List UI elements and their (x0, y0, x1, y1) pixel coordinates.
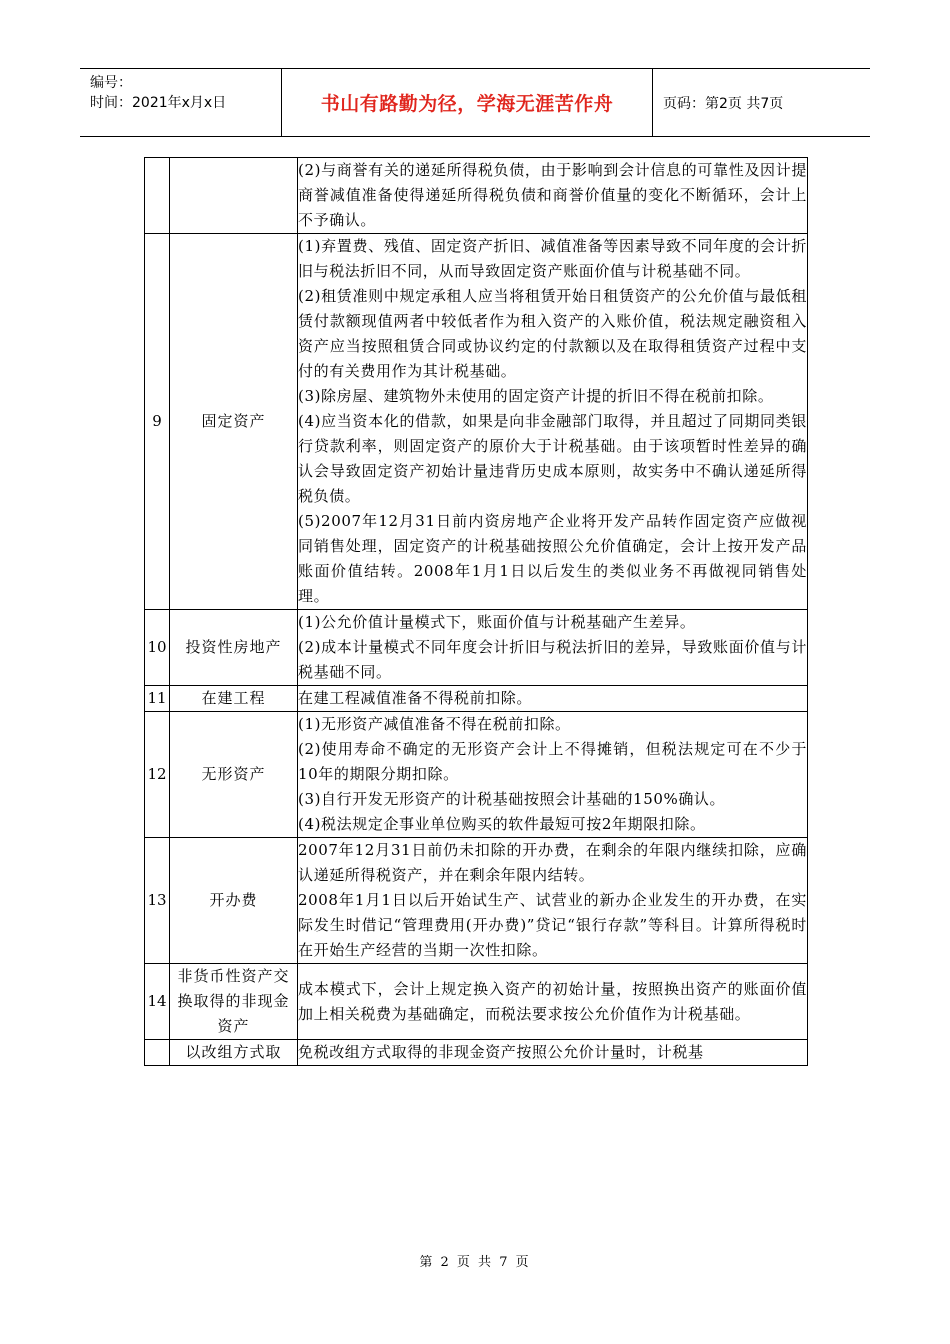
description-paragraph: (2)租赁准则中规定承租人应当将租赁开始日租赁资产的公允价值与最低租赁付款额现值两者中较低者作为租入资产的入账价值，税法规定融资租入资产应当按照租赁合同或协议约定的付款额以及在取得租赁资产过程中支付的有关费用作为其计税基础。 (298, 287, 807, 380)
row-number: 12 (145, 712, 170, 838)
table-row (145, 234, 808, 610)
description-paragraph: (1)无形资产减值准备不得在税前扣除。 (298, 715, 571, 733)
description-paragraph: (1)弃置费、残值、固定资产折旧、减值准备等因素导致不同年度的会计折旧与税法折旧不同，从而导致固定资产账面价值与计税基础不同。 (298, 237, 807, 280)
document-number-label: 编号： (90, 75, 132, 91)
description-paragraph: (2)与商誉有关的递延所得税负债，由于影响到会计信息的可靠性及因计提商誉减值准备使得递延所得税负债和商誉价值量的变化不断循环，会计上不予确认。 (298, 161, 807, 229)
description-paragraph: (4)应当资本化的借款，如果是向非金融部门取得，并且超过了同期同类银行贷款利率，则固定资产的原价大于计税基础。由于该项暂时性差异的确认会导致固定资产初始计量违背历史成本原则，故实务中不确认递延所得税负债。 (298, 412, 807, 505)
row-description (298, 158, 808, 234)
description-paragraph: (1)公允价值计量模式下，账面价值与计税基础产生差异。 (298, 613, 696, 631)
row-number: 9 (145, 234, 170, 610)
row-item-name: 非货币性资产交换取得的非现金资产 (170, 964, 298, 1040)
header-meta (80, 69, 282, 136)
row-description (298, 712, 808, 838)
row-description (298, 1040, 808, 1066)
row-description (298, 964, 808, 1040)
table-row (145, 964, 808, 1040)
row-number (145, 1040, 170, 1066)
table-row (145, 686, 808, 712)
row-number (145, 158, 170, 234)
description-paragraph: (3)除房屋、建筑物外未使用的固定资产计提的折旧不得在税前扣除。 (298, 387, 774, 405)
row-item-name: 固定资产 (170, 234, 298, 610)
description-paragraph: 2007年12月31日前仍未扣除的开办费，在剩余的年限内继续扣除，应确认递延所得税资产，并在剩余年限内结转。 (298, 841, 807, 884)
description-paragraph: 2008年1月1日以后开始试生产、试营业的新办企业发生的开办费，在实际发生时借记“管理费用(开办费)”贷记“银行存款”等科目。计算所得税时在开始生产经营的当期一次性扣除。 (298, 891, 807, 959)
page-footer: 第 2 页 共 7 页 (419, 1255, 531, 1270)
description-paragraph: (3)自行开发无形资产的计税基础按照会计基础的150%确认。 (298, 790, 726, 808)
description-paragraph: (2)成本计量模式不同年度会计折旧与税法折旧的差异，导致账面价值与计税基础不同。 (298, 638, 807, 681)
header-motto: 书山有路勤为径，学海无涯苦作舟 (282, 69, 653, 136)
table-row (145, 1040, 808, 1066)
description-paragraph: (2)使用寿命不确定的无形资产会计上不得摊销，但税法规定可在不少于10年的期限分期扣除。 (298, 740, 807, 783)
document-time-label: 时间：2021年x月x日 (90, 95, 227, 111)
page-header (80, 68, 870, 137)
description-paragraph: 免税改组方式取得的非现金资产按照公允价计量时，计税基 (298, 1043, 704, 1061)
description-paragraph: 成本模式下，会计上规定换入资产的初始计量，按照换出资产的账面价值加上相关税费为基础确定，而税法要求按公允价值作为计税基础。 (298, 979, 807, 1023)
row-item-name: 投资性房地产 (170, 610, 298, 686)
row-number: 10 (145, 610, 170, 686)
row-number: 13 (145, 838, 170, 964)
tax-difference-table (144, 157, 808, 1066)
table-body (145, 158, 808, 1066)
description-paragraph: 在建工程减值准备不得税前扣除。 (298, 689, 533, 707)
row-number: 11 (145, 686, 170, 712)
row-description (298, 686, 808, 712)
table-row (145, 838, 808, 964)
row-description (298, 838, 808, 964)
row-item-name: 无形资产 (170, 712, 298, 838)
description-paragraph: (4)税法规定企事业单位购买的软件最短可按2年期限扣除。 (298, 815, 706, 833)
row-item-name: 开办费 (170, 838, 298, 964)
description-paragraph: (5)2007年12月31日前内资房地产企业将开发产品转作固定资产应做视同销售处理，固定资产的计税基础按照公允价值确定，会计上按开发产品账面价值结转。2008年1月1日以后发生的类似业务不再做视同销售处理。 (298, 512, 807, 605)
table-row (145, 158, 808, 234)
row-item-name (170, 158, 298, 234)
table-row (145, 712, 808, 838)
row-description (298, 610, 808, 686)
row-item-name: 以改组方式取 (170, 1040, 298, 1066)
row-number: 14 (145, 964, 170, 1040)
table-row (145, 610, 808, 686)
row-item-name: 在建工程 (170, 686, 298, 712)
header-page-info: 页码：第2页 共7页 (663, 95, 784, 112)
row-description (298, 234, 808, 610)
